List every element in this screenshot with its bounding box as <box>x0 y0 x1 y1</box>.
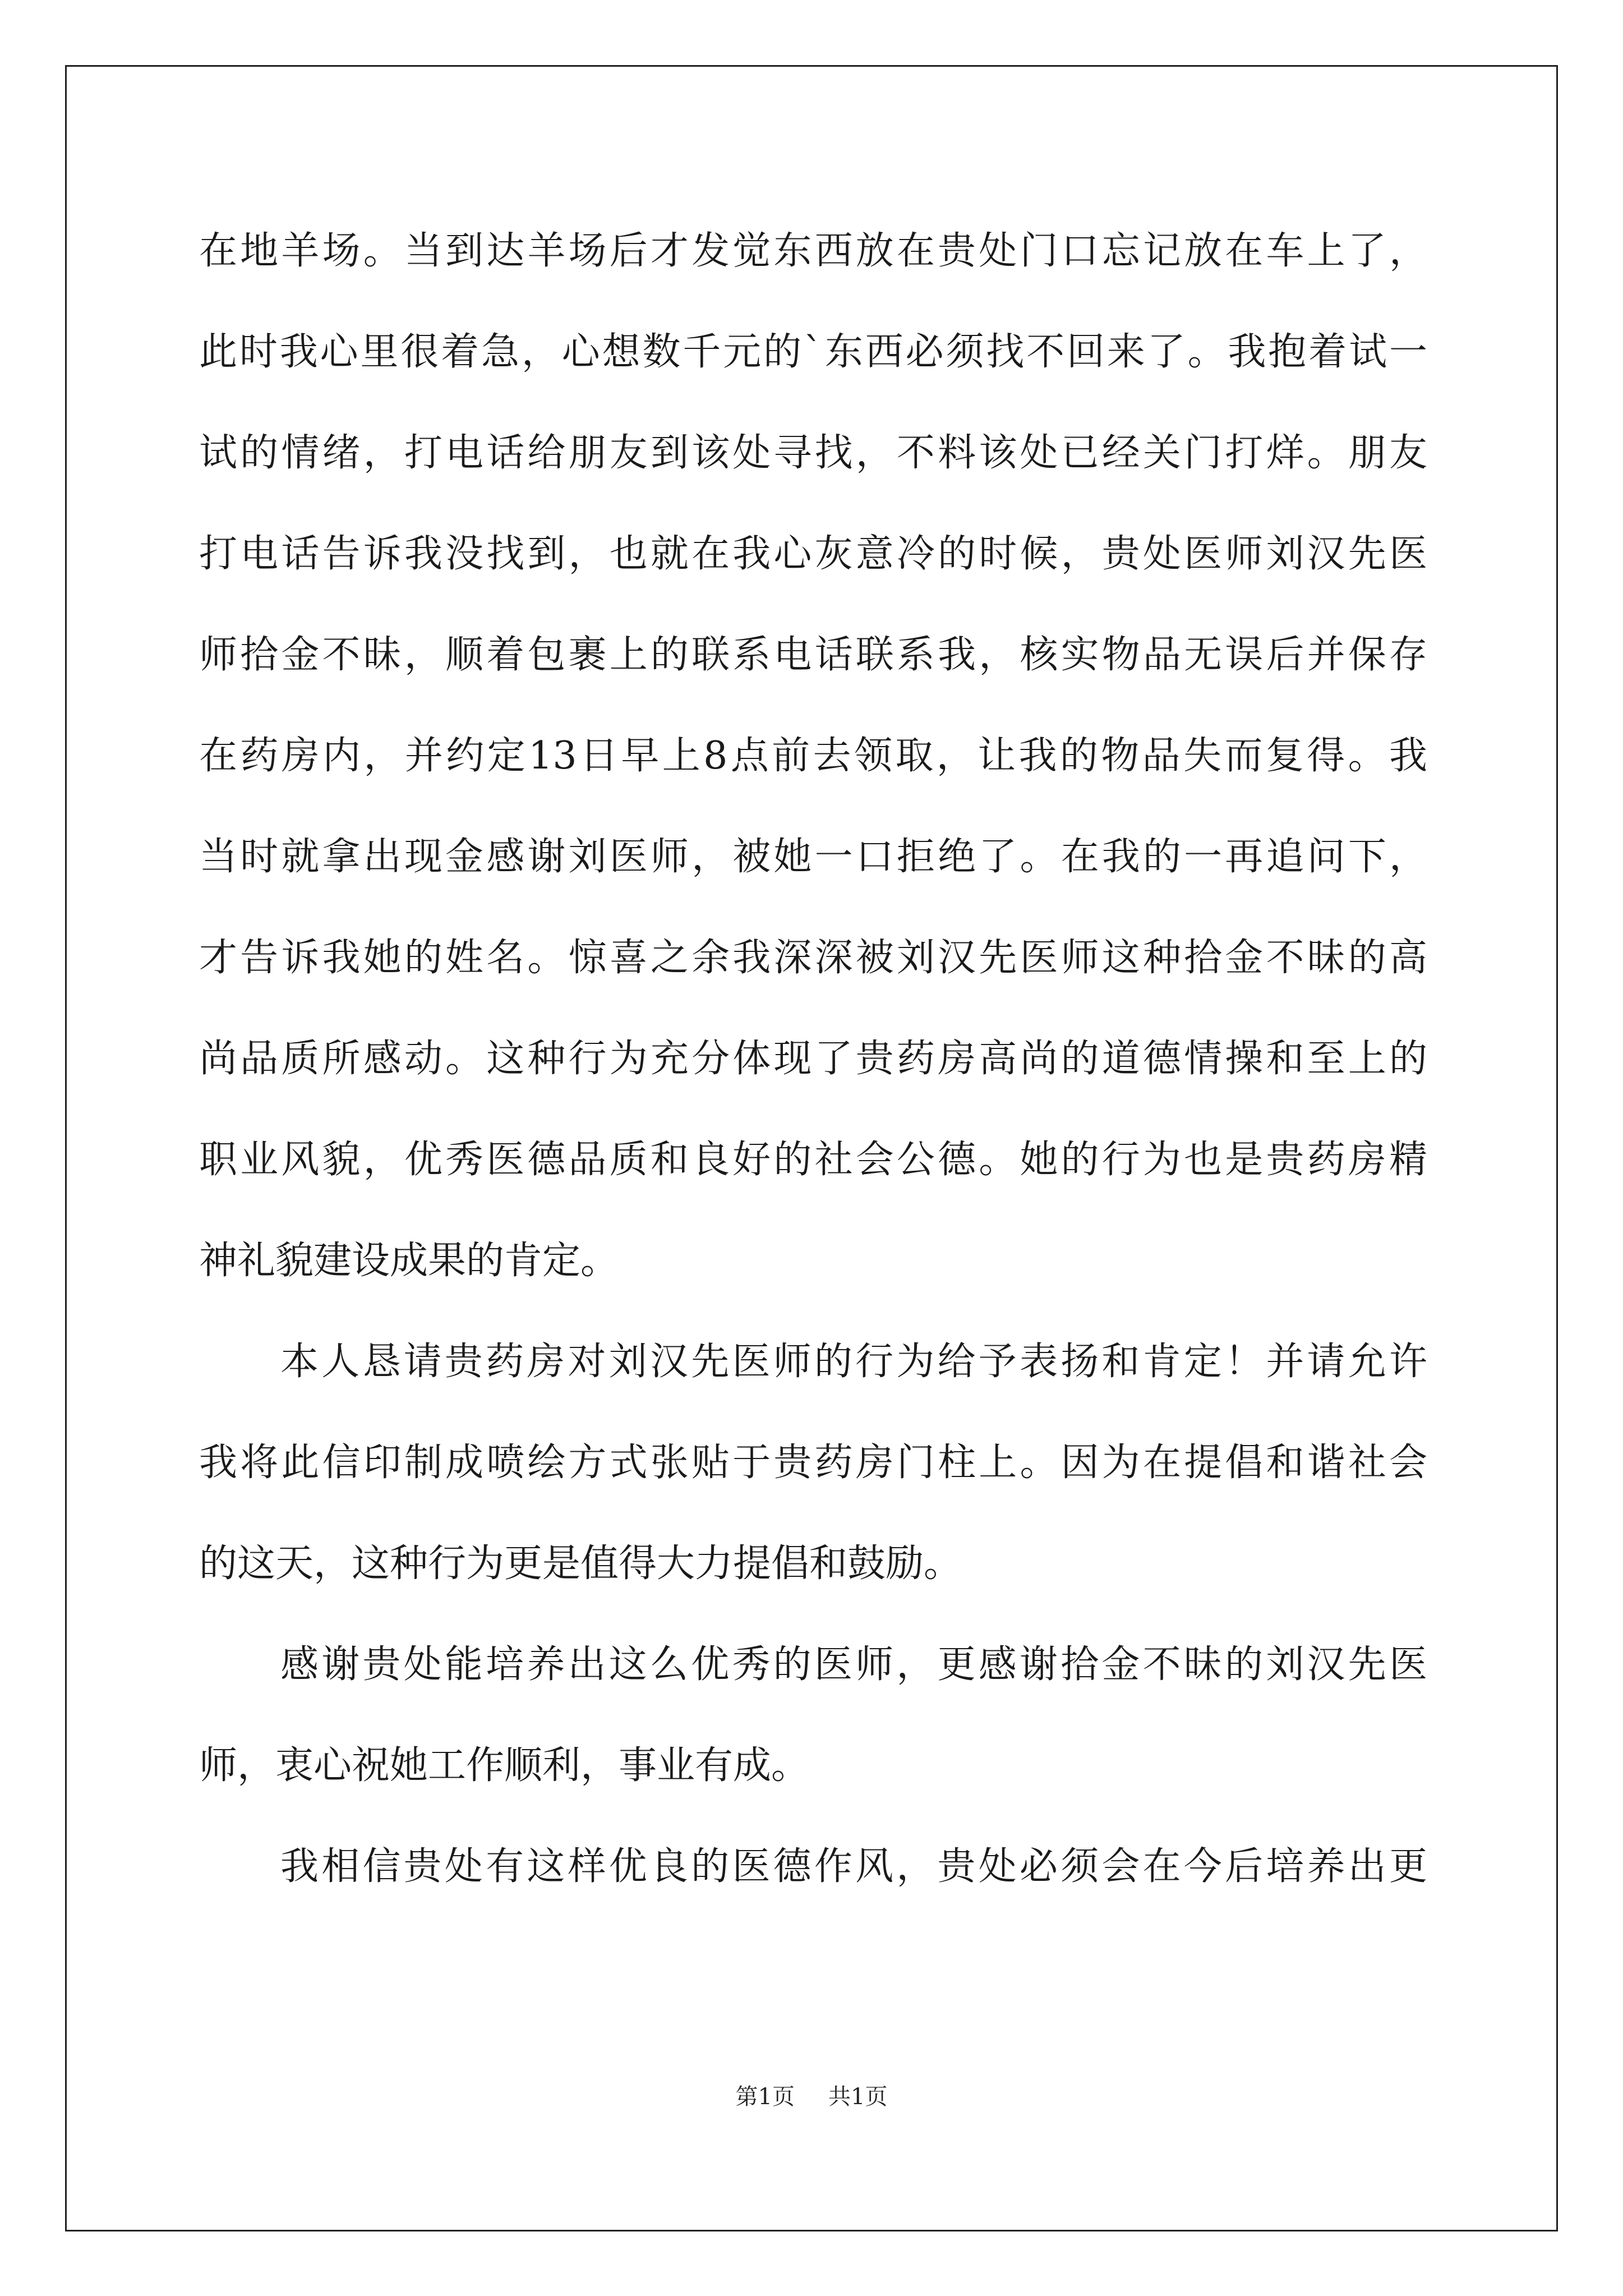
text-line: 此时我心里很着急，心想数千元的`东西必须找不回来了。我抱着试一 <box>199 330 1427 374</box>
text-line: 在地羊场。当到达羊场后才发觉东西放在贵处门口忘记放在车上了， <box>199 229 1427 273</box>
text-line: 我将此信印制成喷绘方式张贴于贵药房门柱上。因为在提倡和谐社会 <box>199 1441 1427 1485</box>
text-line: 才告诉我她的姓名。惊喜之余我深深被刘汉先医师这种拾金不昧的高 <box>199 936 1427 980</box>
text-line: 打电话告诉我没找到，也就在我心灰意冷的时候，贵处医师刘汉先医 <box>199 532 1427 576</box>
letter-body <box>199 218 1427 1934</box>
text-line: 试的情绪，打电话给朋友到该处寻找，不料该处已经关门打烊。朋友 <box>199 431 1427 475</box>
page-footer <box>0 2080 1623 2114</box>
page-total: 共1页 <box>828 2084 888 2110</box>
text-line: 的这天，这种行为更是值得大力提倡和鼓励。 <box>199 1542 962 1586</box>
text-line: 神礼貌建设成果的肯定。 <box>199 1239 619 1283</box>
paragraph-first-line: 感谢贵处能培养出这么优秀的医师，更感谢拾金不昧的刘汉先医 <box>280 1642 1427 1687</box>
paragraph-first-line: 我相信贵处有这样优良的医德作风，贵处必须会在今后培养出更 <box>280 1844 1427 1889</box>
text-line: 师，衷心祝她工作顺利，事业有成。 <box>199 1743 810 1788</box>
text-line: 尚品质所感动。这种行为充分体现了贵药房高尚的道德情操和至上的 <box>199 1037 1427 1081</box>
text-line: 师拾金不昧，顺着包裹上的联系电话联系我，核实物品无误后并保存 <box>199 633 1427 677</box>
text-line: 在药房内，并约定13日早上8点前去领取，让我的物品失而复得。我 <box>199 734 1427 778</box>
text-line: 当时就拿出现金感谢刘医师，被她一口拒绝了。在我的一再追问下， <box>199 835 1427 879</box>
page-number: 第1页 <box>735 2084 795 2110</box>
text-line: 职业风貌，优秀医德品质和良好的社会公德。她的行为也是贵药房精 <box>199 1138 1427 1182</box>
paragraph-first-line: 本人恳请贵药房对刘汉先医师的行为给予表扬和肯定！并请允许 <box>280 1340 1427 1384</box>
